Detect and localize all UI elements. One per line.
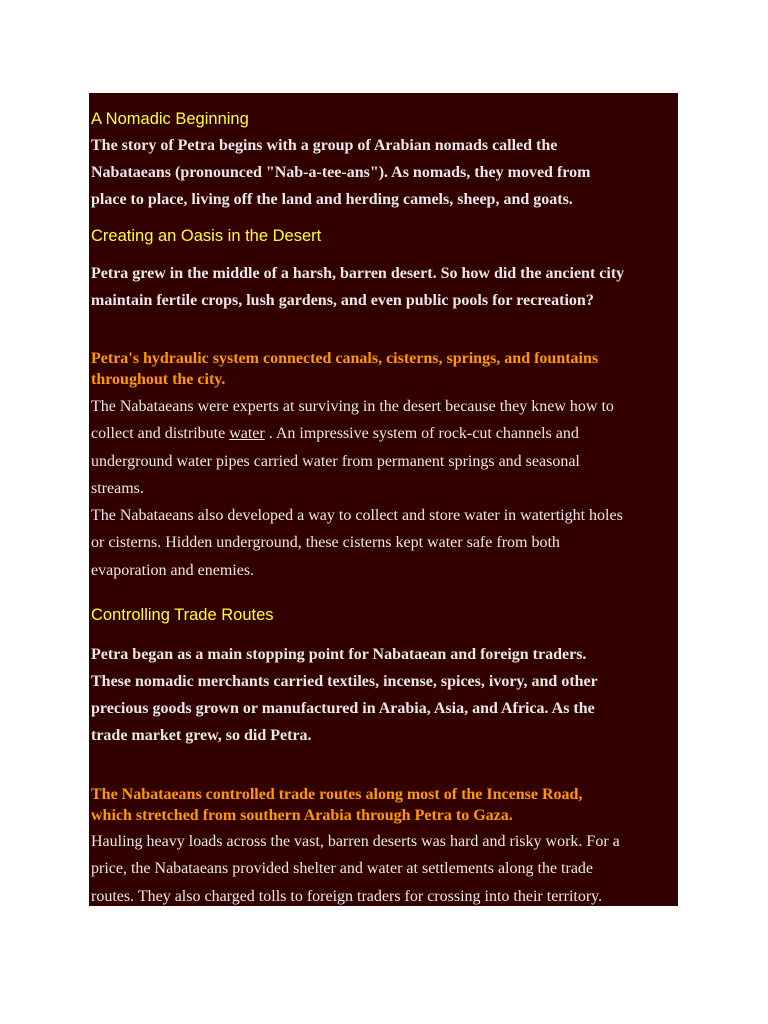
text-line: streams.	[91, 479, 144, 497]
text-line: maintain fertile crops, lush gardens, and even public pools for recreation?	[91, 292, 594, 309]
text-line: or cisterns. Hidden underground, these cisterns kept water safe from both	[91, 534, 560, 552]
text-line: trade market grew, so did Petra.	[91, 727, 312, 744]
text-line: throughout the city.	[91, 371, 226, 388]
paragraph-trade-body	[91, 828, 677, 906]
text-fragment: . An impressive system of rock-cut channels and	[264, 425, 579, 443]
water-link[interactable]: water	[229, 425, 265, 443]
text-line: routes. They also charged tolls to foreign traders for crossing into their territory.	[91, 887, 603, 905]
paragraph-nomadic-beginning	[91, 132, 677, 213]
text-line: The Nabataeans also developed a way to collect and store water in watertight holes	[91, 507, 623, 525]
text-line: The Nabataeans were experts at surviving in the desert because they knew how to	[91, 398, 614, 415]
text-line: which stretched from southern Arabia through Petra to Gaza.	[91, 807, 513, 824]
paragraph-trade-intro	[91, 641, 677, 749]
text-line: underground water pipes carried water from permanent springs and seasonal	[91, 452, 580, 470]
heading-creating-oasis: Creating an Oasis in the Desert	[91, 227, 322, 245]
text-line: place to place, living off the land and herding camels, sheep, and goats.	[91, 191, 573, 208]
text-line: Hauling heavy loads across the vast, barren deserts was hard and risky work. For a	[91, 833, 620, 850]
heading-trade-routes: Controlling Trade Routes	[91, 606, 274, 624]
paragraph-oasis-body	[91, 393, 677, 584]
text-line: The Nabataeans controlled trade routes along most of the Incense Road,	[91, 786, 583, 803]
text-line: Petra grew in the middle of a harsh, barren desert. So how did the ancient city	[91, 265, 625, 282]
article-panel	[89, 93, 678, 906]
text-line: These nomadic merchants carried textiles, incense, spices, ivory, and other	[91, 673, 598, 690]
text-line: price, the Nabataeans provided shelter and water at settlements along the trade	[91, 860, 594, 878]
paragraph-oasis-intro	[91, 260, 677, 314]
highlight-hydraulic-system	[91, 348, 677, 390]
heading-nomadic-beginning: A Nomadic Beginning	[91, 110, 249, 128]
text-line: Petra's hydraulic system connected canals, cisterns, springs, and fountains	[91, 350, 599, 367]
text-line: precious goods grown or manufactured in Arabia, Asia, and Africa. As the	[91, 700, 595, 717]
highlight-incense-road	[91, 784, 677, 826]
text-line: The story of Petra begins with a group of Arabian nomads called the	[91, 137, 558, 154]
text-line	[91, 420, 677, 447]
text-line: Petra began as a main stopping point for Nabataean and foreign traders.	[91, 646, 587, 663]
text-fragment: collect and distribute	[91, 425, 230, 443]
text-line: evaporation and enemies.	[91, 561, 255, 579]
text-line: Nabataeans (pronounced "Nab-a-tee-ans"). As nomads, they moved from	[91, 164, 591, 181]
